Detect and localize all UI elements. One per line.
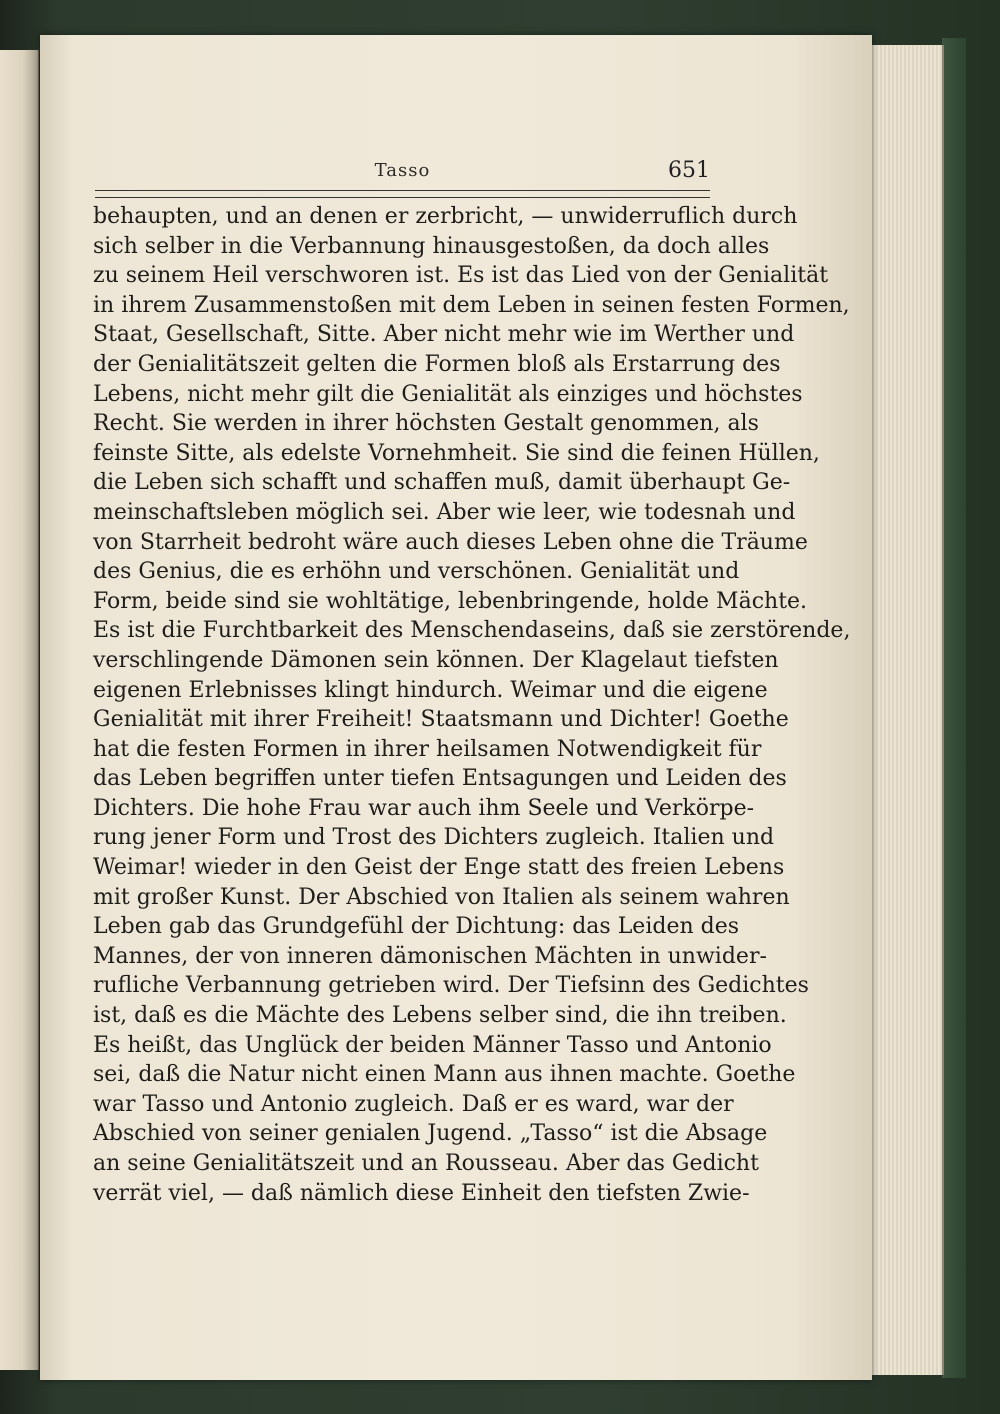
text-line: mit großer Kunst. Der Abschied von Italien als seinem wahren: [93, 884, 790, 910]
text-line: eigenen Erlebnisses klingt hindurch. Weimar und die eigene: [93, 677, 768, 703]
text-line: behaupten, und an denen er zerbricht, — unwiderruflich durch: [93, 204, 798, 229]
text-line: sich selber in die Verbannung hinausgestoßen, da doch alles: [93, 233, 770, 259]
text-line: der Genialitätszeit gelten die Formen bloß als Erstarrung des: [93, 351, 781, 377]
text-line: Abschied von seiner genialen Jugend. „Tasso“ ist die Absage: [93, 1121, 768, 1147]
page-stack-edges: [862, 45, 944, 1375]
text-line: sei, daß die Natur nicht einen Mann aus ihnen machte. Goethe: [93, 1062, 796, 1088]
text-line: feinste Sitte, als edelste Vornehmheit. Sie sind die feinen Hüllen,: [93, 440, 820, 466]
text-line: von Starrheit bedroht wäre auch dieses Leben ohne die Träume: [93, 529, 808, 555]
body-text: [93, 202, 851, 1208]
page-header: [95, 160, 710, 190]
text-line: Leben gab das Grundgefühl der Dichtung: das Leiden des: [93, 914, 740, 940]
text-line: Dichters. Die hohe Frau war auch ihm Seele und Verkörpe-: [93, 795, 755, 821]
text-line: Weimar! wieder in den Geist der Enge statt des freien Lebens: [93, 855, 785, 881]
previous-page-edge: [0, 50, 39, 1370]
text-line: Lebens, nicht mehr gilt die Genialität als einziges und höchstes: [93, 381, 803, 407]
text-line: in ihrem Zusammenstoßen mit dem Leben in seinen festen Formen,: [93, 292, 850, 318]
text-line: rung jener Form und Trost des Dichters zugleich. Italien und: [93, 825, 775, 851]
text-line: verschlingende Dämonen sein können. Der Klagelaut tiefsten: [93, 647, 779, 673]
text-line: war Tasso und Antonio zugleich. Daß er es ward, war der: [93, 1091, 734, 1117]
text-line: meinschaftsleben möglich sei. Aber wie leer, wie todesnah und: [93, 499, 796, 525]
text-line: das Leben begriffen unter tiefen Entsagungen und Leiden des: [93, 766, 787, 792]
text-line: Es ist die Furchtbarkeit des Menschendaseins, daß sie zerstörende,: [93, 618, 851, 644]
text-line: verrät viel, — daß nämlich diese Einheit den tiefsten Zwie-: [93, 1180, 750, 1206]
text-line: die Leben sich schafft und schaffen muß, damit überhaupt Ge-: [93, 470, 791, 496]
page-number: 651: [668, 158, 710, 183]
running-title: Tasso: [374, 160, 431, 181]
text-line: ist, daß es die Mächte des Lebens selber sind, die ihn treiben.: [93, 1003, 787, 1029]
text-line: hat die festen Formen in ihrer heilsamen Notwendigkeit für: [93, 736, 762, 762]
text-line: Genialität mit ihrer Freiheit! Staatsmann und Dichter! Goethe: [93, 707, 789, 733]
text-line: an seine Genialitätszeit und an Rousseau. Aber das Gedicht: [93, 1151, 759, 1176]
text-line: Staat, Gesellschaft, Sitte. Aber nicht mehr wie im Werther und: [93, 322, 795, 348]
text-line: Form, beide sind sie wohltätige, lebenbringende, holde Mächte.: [93, 588, 808, 614]
text-line: Mannes, der von inneren dämonischen Mächten in unwider-: [93, 943, 767, 969]
text-line: des Genius, die es erhöhn und verschönen. Genialität und: [93, 559, 740, 585]
text-line: Recht. Sie werden in ihrer höchsten Gestalt genommen, als: [93, 411, 759, 437]
back-cover-board: [942, 38, 966, 1378]
header-rule: [95, 190, 710, 198]
text-line: zu seinem Heil verschworen ist. Es ist das Lied von der Genialität: [93, 263, 829, 289]
text-line: Es heißt, das Unglück der beiden Männer Tasso und Antonio: [93, 1032, 772, 1058]
text-line: rufliche Verbannung getrieben wird. Der Tiefsinn des Gedichtes: [93, 973, 809, 999]
